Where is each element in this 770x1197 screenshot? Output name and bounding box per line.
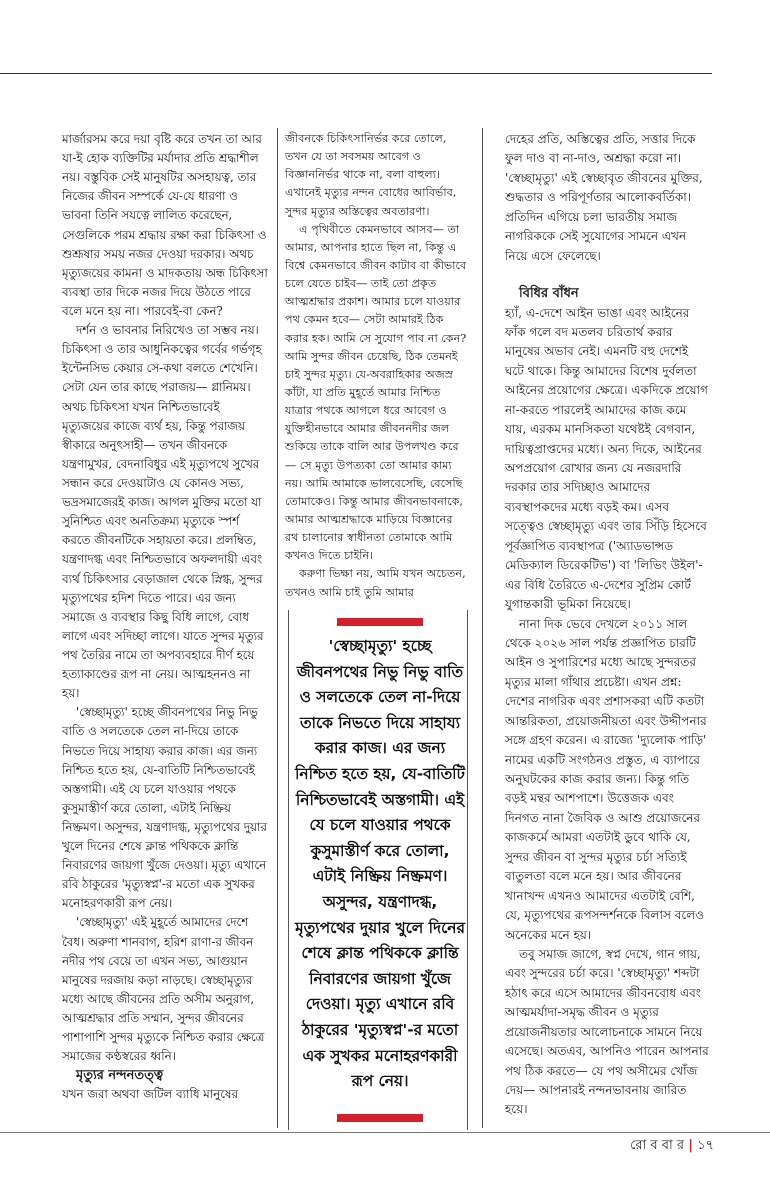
- pullquote-text: 'স্বেচ্ছামৃত্যু' হচ্ছে জীবনপথের নিভু নিভু বাতি ও সলতেকে তেল না-দিয়ে তাকে নিভতে দিয়ে সাহায্য করার কাজ। এর জন্য নিশ্চিত হতে হয়, যে-বাতিটি নিশ্চিতভাবেই অস্তগামী। এই যে চলে যাওয়ার পথকে কুসুমাস্তীর্ণ করে তোলা, এটাই নিষ্ক্রিয় নিষ্ক্রমণ। অসুন্দর, যন্ত্রণাদগ্ধ, মৃত্যুপথের দুয়ার খুলে দিনের শেষে ক্লান্ত পথিককে ক্লান্তি নিবারণের জায়গা খুঁজে দেওয়া। মৃত্যু এখানে রবি ঠাকুরের 'মৃত্যুস্বপ্ন'-র মতো এক সুখকর মনোহরণকারী রূপ নেয়।: [295, 637, 465, 1091]
- column-divider: [277, 128, 278, 1128]
- paragraph: জীবনকে চিকিৎসানির্ভর করে তোলে, তখন যে তা সবসময় আবেগ ও বিজ্ঞাননির্ভর থাকে না, বলা বাহুল্য। এখানেই মৃত্যুর নন্দন বোধের আবির্ভাব, সুন্দর মৃত্যুর অস্তিত্বের অবতারণা।: [285, 132, 457, 218]
- column-divider: [482, 128, 483, 1128]
- paragraph: নানা দিক ভেবে দেখলে ২০১১ সাল থেকে ২০২৬ সাল পর্যন্ত প্রজ্ঞাপিত চারটি আইন ও সুপারিশের মধ্যে আছে সুন্দরতর মৃত্যুর মালা গাঁথার প্রচেষ্টা। এখন প্রশ্ন: দেশের নাগরিক এবং প্রশাসকরা এটি কতটা আন্তরিকতা, প্রয়োজনীয়তা এবং উদ্দীপনার সঙ্গে গ্রহণ করেন। এ রাজ্যে 'দ্যুলোক পাড়ি' নামের একটি সংগঠনও প্রস্তুত, এ ব্যাপারে অনুঘটকের কাজ করার জন্য। কিন্তু গতি বড়ই মন্থর আশপাশে। উত্তেজক এবং দিনগত নানা জৈবিক ও আশু প্রয়োজনের কাজকর্মে আমরা এতটাই ডুবে থাকি যে, সুন্দর জীবন বা সুন্দর মৃত্যুর চর্চা সত্যিই বাতুলতা বলে মনে হয়। আর জীবনের খানাখন্দ এখনও আমাদের এতটাই বেশি, যে, মৃত্যুপথের রূপসন্দর্শনকে বিলাস বলেও অনেকের মনে হয়।: [505, 616, 707, 942]
- paragraph: এ পৃথিবীতে কেমনভাবে আসব— তা আমার, আপনার হাতে ছিল না, কিন্তু এ বিশ্বে কেমনভাবে জীবন কাটাব বা কীভাবে চলে যেতে চাইব— তাই তো প্রকৃত আত্মশ্রদ্ধার প্রকাশ। আমার চলে যাওয়ার পথ কেমন হবে— সেটা আমারই ঠিক করার হক। আমি সে সুযোগ পাব না কেন? আমি সুন্দর জীবন চেয়েছি, ঠিক তেমনই চাই সুন্দর মৃত্যু। যে-অবরাহিকার অজস্র কাঁটা, যা প্রতি মুহূর্তে আমার নিশ্চিত যাত্রার পথকে আগলে ধরে আবেগ ও যুক্তিহীনভাবে আমার জীবননদীর জল শুকিয়ে তাকে বালি আর উপলখণ্ড করে— সে মৃত্যু উপত্যকা তো আমার কাম্য নয়। আমি আমাকে ভালবেসেছি, বেসেছি তোমাকেও। কিন্তু আমার জীবনভাবনাকে, আমার আত্মশ্রদ্ধাকে মাড়িয়ে বিজ্ঞানের রথ চালানোর স্বাধীনতা তোমাকে আমি কখনও দিতে চাইনি।: [285, 222, 467, 563]
- subheading: বিধির বাঁধন: [519, 286, 579, 302]
- paragraph: তবু সমাজ জাগে, স্বপ্ন দেখে, গান গায়, এবং সুন্দরের চর্চা করে। 'স্বেচ্ছামৃত্যু' শব্দটা হঠাৎ করে এসে আমাদের জীবনবোধ এবং আত্মমর্যাদা-সমৃদ্ধ জীবন ও মৃত্যুর প্রয়োজনীয়তার আলোচনাকে সামনে নিয়ে এসেছে। অতএব, আপনিও পারেন আপনার পথ ঠিক করতে— যে পথ অসীমের খোঁজ দেয়— আপনারই নন্দনভাবনায় জারিত হয়ে।: [505, 946, 709, 1117]
- paragraph: দেহের প্রতি, অস্তিত্বের প্রতি, সত্তার দিকে ফুল দাও বা না-দাও, অশ্রদ্ধা করো না। 'স্বেচ্ছামৃত্যু' এই স্বেচ্ছাবৃত জীবনের মুক্তির, শুদ্ধতার ও পরিপূর্ণতার আলোকবর্তিকা। প্রতিদিন এগিয়ে চলা ভারতীয় সমাজ নাগরিককে সেই সুযোগের সামনে এখন নিয়ে এসে ফেলেছে।: [505, 132, 703, 263]
- folio-separator: |: [688, 1138, 693, 1153]
- page-number: ১৭: [697, 1138, 714, 1153]
- article-column-2: [285, 130, 468, 602]
- article-column-3: [505, 130, 710, 1120]
- article-column-1: [62, 130, 268, 1105]
- subheading: মৃত্যুর নন্দনতত্ত্ব: [76, 1068, 164, 1084]
- paragraph: 'স্বেচ্ছামৃত্যু' হচ্ছে জীবনপথের নিভু নিভু বাতি ও সলতেকে তেল না-দিয়ে তাকে নিভতে দিয়ে সাহায্য করার কাজ। এর জন্য নিশ্চিত হতে হয়, যে-বাতিটি নিশ্চিতভাবেই অস্তগামী। এই যে চলে যাওয়ার পথকে কুসুমাস্তীর্ণ করে তোলা, এটাই নিষ্ক্রিয় নিষ্ক্রমণ। অসুন্দর, যন্ত্রণাদগ্ধ, মৃত্যুপথের দুয়ার খুলে দিনের শেষে ক্লান্ত পথিককে ক্লান্তি নিবারণের জায়গা খুঁজে দেওয়া। মৃত্যু এখানে রবি ঠাকুরের 'মৃত্যুস্বপ্ন'-র মতো এক সুখকর মনোহরণকারী রূপ নেয়।: [62, 705, 267, 911]
- paragraph: যখন জরা অথবা জটিল ব্যাধি মানুষের: [62, 1087, 238, 1102]
- paragraph: করুণা ভিক্ষা নয়, আমি যখন অচেতন, তখনও আমি চাই তুমি আমার: [285, 567, 466, 599]
- paragraph: দর্শন ও ভাবনার নিরিখেও তা সম্ভব নয়। চিকিৎসা ও তার আধুনিকত্বের গর্বের গর্ভগৃহ ইন্টেনসিভ কেয়ার সে-কথা বলতে শেখেনি। সেটা যেন তার কাছে পরাজয়— গ্লানিময়। অথচ চিকিৎসা যখন নিশ্চিতভাবেই মৃত্যুজয়ের কাজে ব্যর্থ হয়, কিন্তু পরাজয় স্বীকারে অনুৎসাহী— তখন জীবনকে যন্ত্রণামুখর, বেদনাবিধুর এই মৃত্যুপথে সুখের সন্ধান করে দেওয়াটাও যে কোনও সভ্য, ভদ্রসমাজেরই কাজ। আগল মুক্তির মতো যা সুনিশ্চিত এবং অনতিক্রম্য মৃত্যুকে স্পর্শ করতে জীবনটিকে সহায়তা করে। প্রলম্বিত, যন্ত্রণাদগ্ধ এবং নিশ্চিতভাবে অফলদায়ী এবং ব্যর্থ চিকিৎসার বেড়াজাল থেকে স্নিগ্ধ, সুন্দর মৃত্যুপথের হদিশ দিতে পারে। এর জন্য সমাজে ও ব্যবস্থার কিছু বিধি লাগে, বোধ লাগে এবং সদিচ্ছা লাগে। যাতে সুন্দর মৃত্যুর পথ তৈরির নামে তা অপব্যবহারে দীর্ণ হয়ে হত্যাকাণ্ডের রূপ না নেয়। আত্মহননও না হয়।: [62, 323, 264, 701]
- paragraph: মার্জারসম করে দয়া বৃষ্টি করে তখন তা আর যা-ই হোক ব্যক্তিটির মর্যাদার প্রতি শ্রদ্ধাশীল নয়। বস্তুবিক সেই মানুষটির অসহায়ত্ব, তার নিজের জীবন সম্পর্কে যে-যে ধারণা ও ভাবনা তিনি সযত্নে লালিত করেছেন, সেগুলিকে পরম শ্রদ্ধায় রক্ষা করা চিকিৎসা ও শুশ্রূষার সময় নজর দেওয়া দরকার। অথচ মৃত্যুজয়ের কামনা ও মাদকতায় অন্ধ চিকিৎসা ব্যবস্থা তার দিকে নজর দিয়ে উঠতে পারে বলে মনে হয় না। পারবেই-বা কেন?: [62, 132, 268, 318]
- pullquote-accent-bar-top: [337, 618, 423, 626]
- pullquote-accent-bar-bottom: [337, 1114, 423, 1122]
- footer-rule: [0, 1132, 770, 1133]
- paragraph: 'স্বেচ্ছামৃত্যু' এই মুহূর্তে আমাদের দেশে বৈধ। অরুণা শানবাগ, হরিশ রাণা-র জীবন নদীর পথ বেয়ে তা এখন সভ্য, আগুয়ান মানুষের দরজায় কড়া নাড়ছে। স্বেচ্ছামৃত্যুর মধ্যে আছে জীবনের প্রতি অসীম অনুরাগ, আত্মশ্রদ্ধার প্রতি সম্মান, সুন্দর জীবনের পাশাপাশি সুন্দর মৃত্যুকে নিশ্চিত করার ক্ষেত্রে সমাজের কণ্ঠস্বরের ধ্বনি।: [62, 915, 265, 1064]
- magazine-name: রো ব বা র: [630, 1138, 685, 1153]
- paragraph: হ্যাঁ, এ-দেশে আইন ভাঙা এবং আইনের ফাঁক গলে বদ মতলব চরিতার্থ করার মানুষের অভাব নেই। এমনটি বহু দেশেই ঘটে থাকে। কিন্তু আমাদের বিশেষ দুর্বলতা আইনের প্রয়োগের ক্ষেত্রে। একদিকে প্রয়োগ না-করতে পারলেই আমাদের কাজ কমে যায়, এরকম মানসিকতা যথেষ্টই বেগবান, দায়িত্বপ্রাপ্তদের মধ্যে। অন্য দিকে, আইনের অপপ্রয়োগ রোখার জন্য যে নজরদারি দরকার তার সদিচ্ছাও আমাদের ব্যবস্থাপকদের মধ্যে বড়ই কম। এসব সত্ত্বেও স্বেচ্ছামৃত্যু এবং তার সিঁড়ি হিসেবে পূর্বজ্ঞাপিত ব্যবস্থাপত্র ('অ্যাডভান্সড মেডিক্যাল ডিরেকটিভ') বা 'লিভিং উইল'-এর বিধি তৈরিতে এ-দেশের সুপ্রিম কোর্ট যুগান্তকারী ভূমিকা নিয়েছে।: [505, 305, 708, 612]
- header-rule: [0, 73, 712, 74]
- page-folio: [614, 1136, 714, 1157]
